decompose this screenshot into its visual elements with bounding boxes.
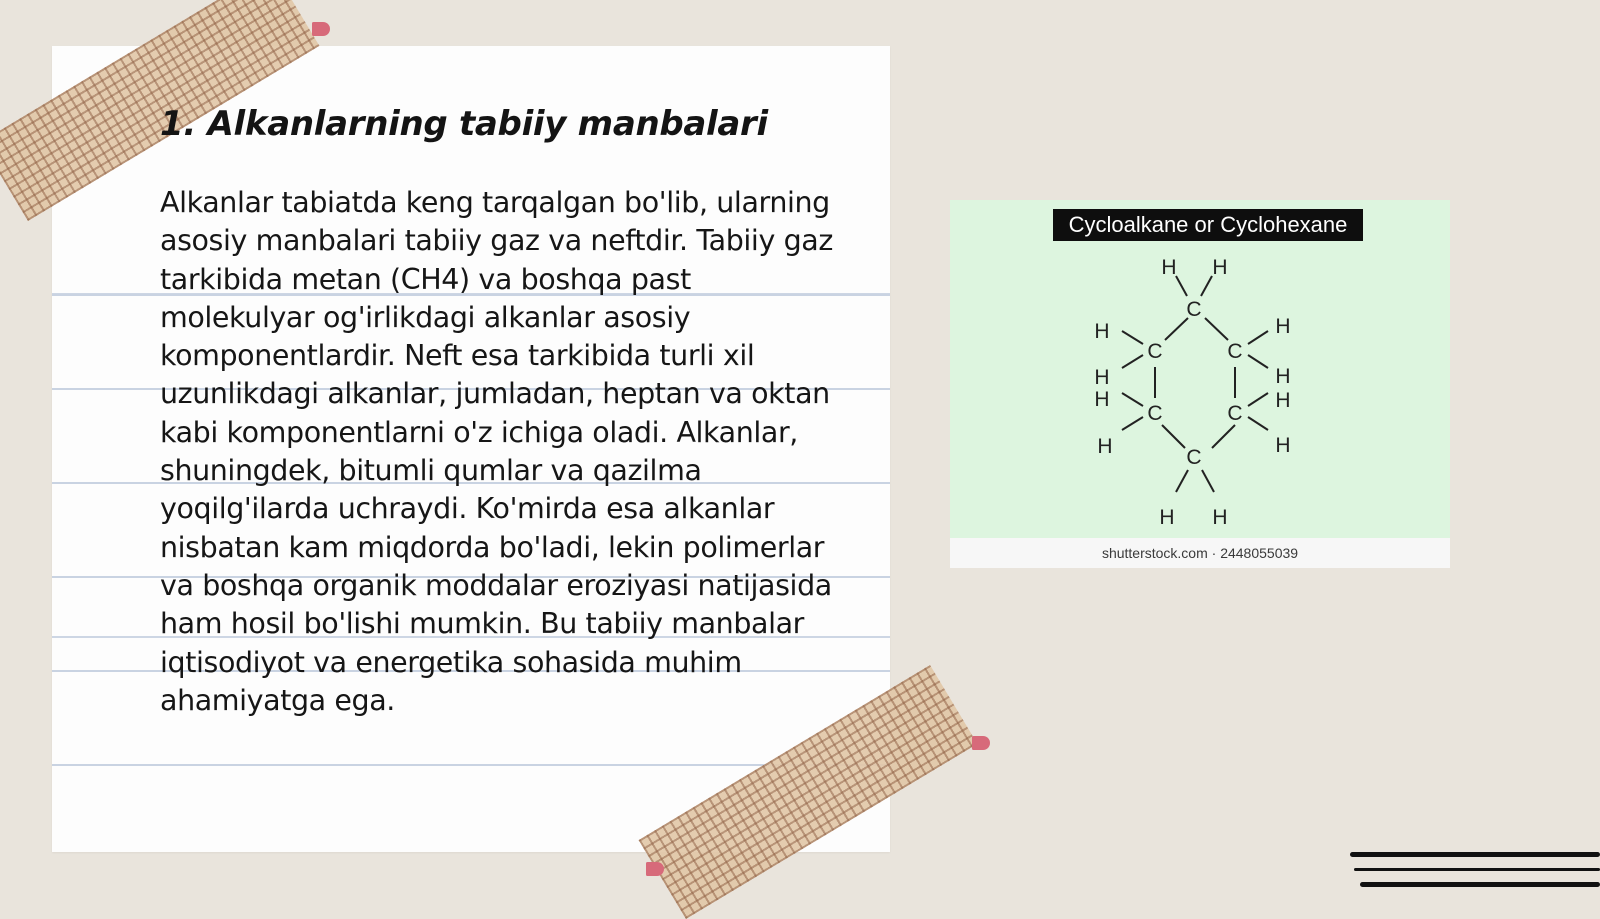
slide-title: 1. Alkanlarning tabiiy manbalari	[160, 104, 768, 144]
hydrogen-atom-label: H	[1212, 256, 1228, 279]
hydrogen-atom-label: H	[1161, 256, 1177, 279]
carbon-atom-label: C	[1227, 340, 1243, 363]
hydrogen-atom-label: H	[1094, 366, 1110, 389]
hydrogen-atom-label: H	[1212, 506, 1228, 529]
brush-stroke-decoration	[1350, 852, 1600, 857]
hydrogen-atom-label: H	[1275, 389, 1291, 412]
brush-stroke-decoration	[1354, 868, 1600, 871]
pin-icon	[312, 22, 330, 36]
carbon-atom-label: C	[1147, 340, 1163, 363]
hydrogen-atom-label: H	[1275, 315, 1291, 338]
pin-icon	[972, 736, 990, 750]
hydrogen-atom-label: H	[1159, 506, 1175, 529]
figure-credit: shutterstock.com · 2448055039	[1101, 545, 1299, 561]
carbon-atom-label: C	[1186, 298, 1202, 321]
carbon-atom-label: C	[1227, 402, 1243, 425]
slide-body-text: Alkanlar tabiatda keng tarqalgan bo'lib, ularning asosiy manbalari tabiiy gaz va neftdir. Tabiiy gaz tarkibida metan (CH4) va boshqa past molekulyar og'irlikdagi alkanlar asosiy komponentlardir. Neft esa tarkibida turli xil uzunlikdagi alkanlar, jumladan, heptan va oktan kabi komponentlarni o'z ichiga oladi. Alkanlar, shuningdek, bitumli qumlar va qazilma yoqilg'ilarda uchraydi. Ko'mirda esa alkanlar nisbatan kam miqdorda bo'ladi, lekin polimerlar va boshqa organik moddalar eroziyasi natijasida ham hosil bo'lishi mumkin. Bu tabiiy manbalar iqtisodiyot va energetika sohasida muhim ahamiyatga ega.	[160, 186, 833, 717]
cyclohexane-structure-diagram	[950, 200, 1450, 538]
pin-icon	[646, 862, 664, 876]
hydrogen-atom-label: H	[1275, 434, 1291, 457]
hydrogen-atom-label: H	[1094, 320, 1110, 343]
brush-stroke-decoration	[1360, 882, 1600, 887]
carbon-atom-label: C	[1147, 402, 1163, 425]
figure-title: Cycloalkane or Cyclohexane	[1068, 212, 1348, 237]
hydrogen-atom-label: H	[1094, 388, 1110, 411]
hydrogen-atom-label: H	[1097, 435, 1113, 458]
hydrogen-atom-label: H	[1275, 365, 1291, 388]
carbon-atom-label: C	[1186, 446, 1202, 469]
cyclohexane-figure	[950, 200, 1450, 568]
